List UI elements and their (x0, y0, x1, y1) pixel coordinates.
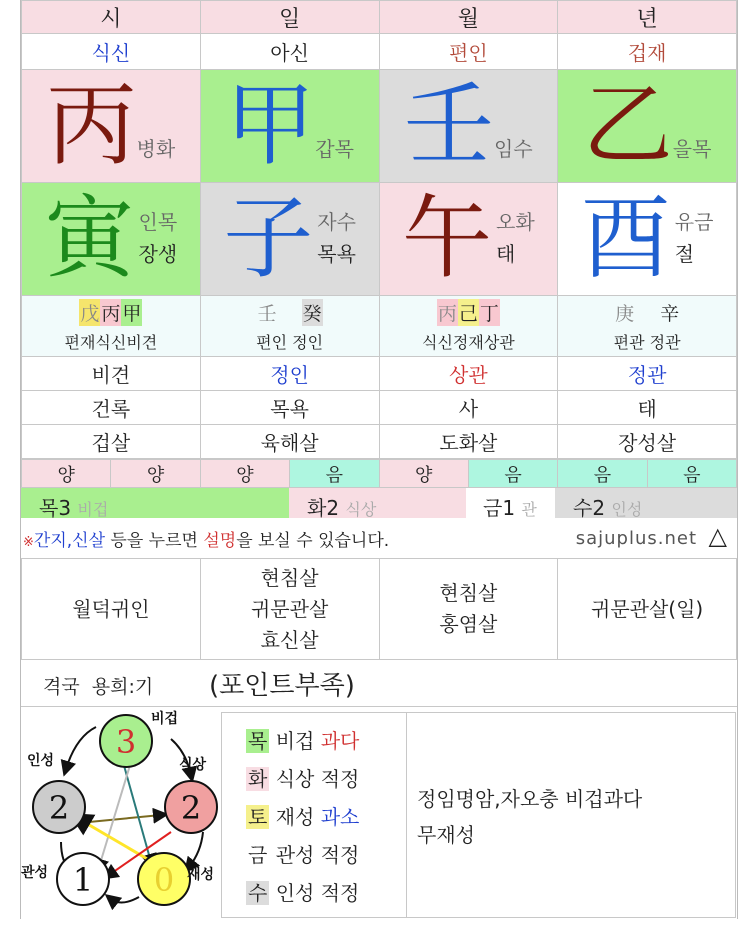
shinsal-extra-hour-0: 월덕귀인 (72, 596, 150, 621)
element-wood-count: 목3 (39, 496, 72, 520)
yinyang-7 (647, 460, 736, 488)
element-metal[interactable] (483, 492, 537, 521)
branch-hour[interactable] (22, 183, 201, 296)
pillar-header-hour: 시 (22, 1, 201, 34)
note-mid: 등을 누르면 (105, 531, 204, 551)
stem-day-char: 甲 (225, 73, 316, 178)
balance-group-3: 관성 (275, 843, 315, 867)
hidden-stems-hour[interactable] (22, 296, 201, 357)
hidden-stem-month-1: 己 (458, 299, 479, 326)
saju-chart (20, 0, 738, 919)
hidden-ten-month: 식신정재상관 (422, 333, 515, 352)
node-wood-label: 비겁 (151, 711, 179, 727)
balance-element-4: 수 (248, 881, 268, 905)
yinyang-0 (22, 460, 111, 488)
node-water-label: 인성 (27, 753, 55, 769)
ten-god-year-text: 겁재 (627, 41, 667, 65)
gyeok-label: 격국 용희:기 (43, 676, 154, 698)
branch-hour-char: 寅 (44, 186, 135, 291)
stem-hour-label: 병화 (136, 137, 176, 161)
balance-element-2: 토 (248, 805, 268, 829)
pillar-header-month: 월 (379, 1, 558, 34)
shinsal-hour[interactable] (22, 425, 201, 459)
cycle-arrow-1 (66, 727, 96, 769)
yinyang-7-text: 음 (683, 464, 701, 486)
shinsal-month[interactable] (379, 425, 558, 459)
node-water-value: 2 (48, 789, 70, 827)
balance-state-4: 적정 (320, 881, 360, 905)
yinyang-3-text: 음 (325, 464, 343, 486)
branch-ten-hour-text: 비견 (91, 363, 131, 387)
hidden-stem-hour-2: 甲 (121, 299, 142, 326)
hidden-stem-day-2: 癸 (302, 299, 323, 326)
node-metal-label: 관성 (21, 865, 49, 881)
twelve-stage-day-text: 목욕 (270, 397, 309, 421)
control-arrow-1 (89, 815, 161, 822)
yinyang-5-text: 음 (504, 464, 522, 486)
stem-month[interactable] (379, 70, 558, 183)
shinsal-year[interactable] (558, 425, 737, 459)
yinyang-1 (111, 460, 200, 488)
summary-line-2: 무재성 (417, 823, 475, 847)
balance-row-3 (246, 839, 359, 868)
branch-day-char: 子 (223, 186, 314, 291)
balance-group-4: 인성 (275, 881, 315, 905)
branch-month-label: 오화 (496, 210, 535, 234)
site-name: sajuplus.net (575, 528, 697, 549)
twelve-stage-day[interactable] (200, 391, 379, 425)
cycle-arrow-4 (111, 897, 139, 903)
hidden-stem-month-0: 丙 (437, 299, 458, 326)
balance-row-0 (246, 725, 359, 754)
pillar-header-year: 년 (558, 1, 737, 34)
shinsal-extra-day-1: 귀문관살 (250, 596, 329, 621)
element-metal-count: 금1 (483, 496, 516, 520)
hidden-stem-year-0: 庚 (614, 299, 635, 326)
balance-state-1: 적정 (320, 767, 360, 791)
note-end: 을 보실 수 있습니다. (236, 531, 390, 551)
node-fire-value: 2 (180, 789, 202, 827)
balance-group-2: 재성 (275, 805, 315, 829)
hidden-stem-hour-0: 戊 (79, 299, 100, 326)
branch-hour-stage: 장생 (138, 242, 178, 266)
cycle-arrow-3 (189, 832, 203, 867)
stem-hour[interactable] (22, 70, 201, 183)
twelve-stage-hour-text: 건록 (91, 397, 131, 421)
yinyang-0-text: 양 (57, 464, 75, 486)
shinsal-year-text: 장성살 (618, 431, 677, 455)
element-fire-count: 화2 (307, 496, 340, 520)
yinyang-4 (379, 460, 468, 488)
branch-day-stage: 목욕 (317, 242, 356, 266)
shinsal-extra-day[interactable] (200, 559, 379, 660)
element-fire-sub: 식상 (345, 500, 377, 519)
branch-ten-day[interactable] (200, 357, 379, 391)
branch-year-label: 유금 (674, 210, 714, 234)
element-wood[interactable] (39, 492, 108, 521)
branch-ten-month[interactable] (379, 357, 558, 391)
balance-element-1: 화 (248, 767, 268, 791)
note-link[interactable]: 간지,신살 (33, 531, 105, 551)
five-element-diagram (21, 707, 221, 919)
element-water[interactable] (573, 492, 642, 521)
gyeok-value[interactable]: (포인트부족) (209, 671, 355, 701)
hidden-stems-year[interactable] (558, 296, 737, 357)
branch-ten-year-text: 정관 (627, 363, 667, 387)
pillar-header-day: 일 (200, 1, 379, 34)
shinsal-day-text: 육해살 (260, 431, 319, 455)
branch-day[interactable] (200, 183, 379, 296)
balance-state-3: 적정 (320, 843, 360, 867)
element-fire[interactable] (307, 492, 376, 521)
hidden-stems-day[interactable] (200, 296, 379, 357)
ten-god-year[interactable] (558, 34, 737, 70)
stem-day[interactable] (200, 70, 379, 183)
yinyang-3 (290, 460, 379, 488)
element-water-sub: 인성 (611, 500, 643, 519)
branch-day-label: 자수 (317, 210, 356, 234)
ten-god-day[interactable] (200, 34, 379, 70)
element-bar (21, 488, 737, 518)
shinsal-extra-day-2: 효신살 (260, 627, 319, 652)
hidden-ten-hour: 편재식신비견 (64, 333, 158, 352)
branch-ten-month-text: 상관 (449, 363, 488, 387)
stem-day-label: 갑목 (315, 137, 354, 161)
yinyang-5 (468, 460, 557, 488)
shinsal-extra-table (21, 558, 737, 660)
node-earth-value: 0 (153, 861, 175, 899)
help-note (21, 518, 737, 558)
element-metal-sub: 관 (521, 500, 537, 519)
gyeok-row (21, 660, 737, 707)
yinyang-1-text: 양 (146, 464, 165, 486)
stem-month-label: 임수 (494, 137, 533, 161)
branch-year-char: 酉 (580, 186, 671, 291)
ten-god-month[interactable] (379, 34, 558, 70)
hidden-stems-month[interactable] (379, 296, 558, 357)
ten-god-day-text: 아신 (270, 41, 309, 65)
yinyang-6 (558, 460, 647, 488)
five-element-section (21, 707, 737, 919)
hidden-stem-hour-1: 丙 (100, 299, 121, 326)
balance-group-0: 비겁 (275, 729, 315, 753)
yinyang-2-text: 양 (236, 464, 254, 486)
branch-month-stage: 태 (496, 242, 516, 266)
node-wood-value: 3 (115, 723, 137, 761)
stem-month-char: 壬 (404, 73, 495, 178)
branch-year-stage: 절 (674, 242, 695, 266)
hidden-ten-day: 편인 정인 (256, 333, 324, 352)
branch-hour-label: 인목 (138, 210, 178, 234)
summary-box (405, 712, 736, 918)
node-metal-value: 1 (72, 861, 94, 899)
yinyang-6-text: 음 (593, 464, 612, 486)
balance-row-4 (246, 877, 359, 906)
shinsal-extra-hour[interactable] (22, 559, 201, 660)
twelve-stage-hour[interactable] (22, 391, 201, 425)
shinsal-extra-month[interactable] (379, 559, 558, 660)
hidden-stem-day-0: 壬 (257, 299, 278, 326)
balance-row-2 (246, 801, 359, 830)
note-star: ※ (23, 535, 34, 550)
shinsal-extra-day-0: 현침살 (260, 565, 319, 590)
element-water-count: 수2 (573, 496, 606, 520)
stem-year[interactable] (558, 70, 737, 183)
control-arrow-3 (99, 762, 131, 867)
yinyang-4-text: 양 (414, 464, 433, 486)
stem-year-char: 乙 (582, 73, 673, 178)
balance-row-1 (246, 763, 359, 792)
note-highlight: 설명 (203, 531, 237, 551)
hidden-stem-month-2: 丁 (479, 299, 500, 326)
twelve-stage-month[interactable] (379, 391, 558, 425)
balance-element-3: 금 (248, 843, 268, 867)
shinsal-extra-year-0: 귀문관살(일) (591, 596, 704, 621)
branch-year[interactable] (558, 183, 737, 296)
element-wood-sub: 비겁 (77, 500, 109, 519)
branch-ten-day-text: 정인 (270, 363, 309, 387)
balance-list (221, 712, 407, 918)
hidden-stem-year-2: 辛 (659, 299, 680, 326)
pillar-table (21, 0, 737, 459)
balance-state-0: 과다 (320, 729, 360, 753)
ten-god-hour[interactable] (22, 34, 201, 70)
node-earth-label: 재성 (187, 867, 215, 883)
branch-ten-hour[interactable] (22, 357, 201, 391)
shinsal-month-text: 도화살 (439, 431, 498, 455)
shinsal-extra-month-0: 현침살 (439, 581, 498, 605)
shinsal-hour-text: 겁살 (91, 431, 131, 455)
twelve-stage-month-text: 사 (458, 397, 479, 421)
stem-hour-char: 丙 (46, 73, 137, 178)
summary-line-1: 정임명암,자오충 비겁과다 (417, 787, 643, 811)
balance-state-2: 과소 (320, 805, 360, 829)
ten-god-month-text: 편인 (449, 41, 488, 65)
yinyang-2 (200, 460, 289, 488)
hidden-ten-year: 편관 정관 (613, 333, 681, 352)
node-fire-label: 식상 (179, 757, 207, 773)
ten-god-hour-text: 식신 (91, 41, 131, 65)
branch-month-char: 午 (402, 186, 493, 291)
branch-month[interactable] (379, 183, 558, 296)
balance-group-1: 식상 (275, 767, 315, 791)
twelve-stage-year[interactable] (558, 391, 737, 425)
shinsal-day[interactable] (200, 425, 379, 459)
collapse-toggle-icon[interactable]: △ (708, 522, 727, 550)
branch-ten-year[interactable] (558, 357, 737, 391)
shinsal-extra-month-1: 홍염살 (439, 612, 498, 636)
twelve-stage-year-text: 태 (637, 397, 657, 421)
stem-year-label: 을목 (672, 137, 712, 161)
yinyang-table (21, 459, 737, 488)
shinsal-extra-year[interactable] (558, 559, 737, 660)
balance-element-0: 목 (248, 729, 268, 753)
